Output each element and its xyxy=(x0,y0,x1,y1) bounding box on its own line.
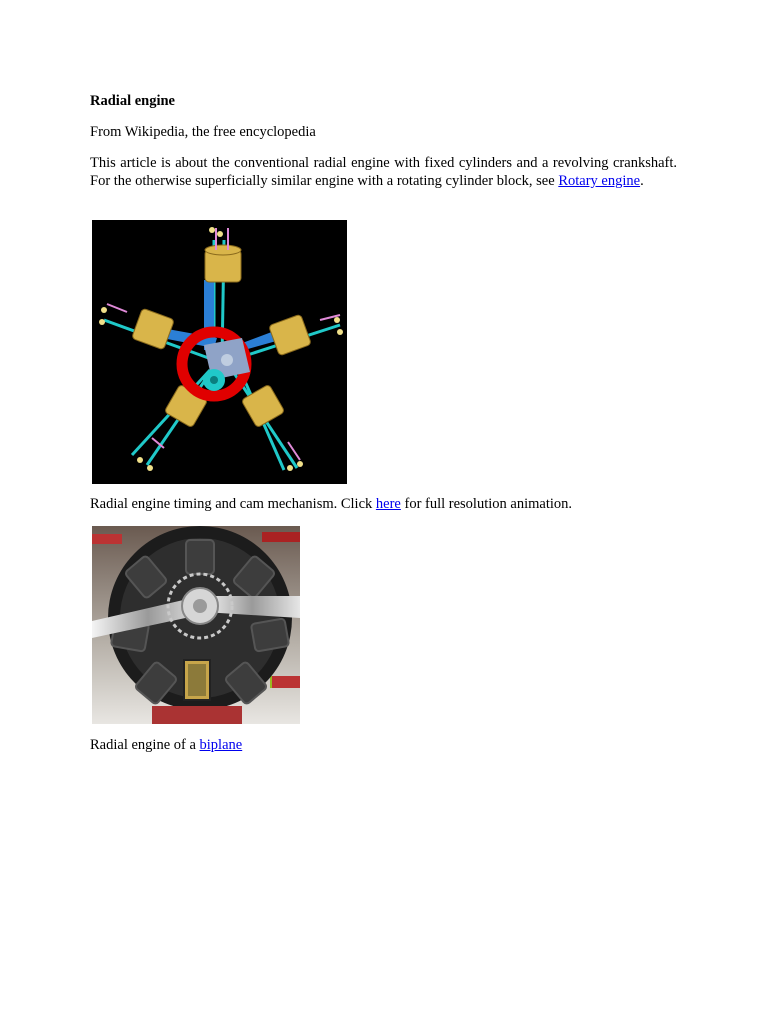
intro-end: . xyxy=(640,173,644,189)
animation-caption xyxy=(90,495,572,513)
intro-paragraph xyxy=(90,154,677,190)
article-subtitle: From Wikipedia, the free encyclopedia xyxy=(90,124,316,140)
biplane-engine-photo xyxy=(92,526,300,724)
biplane-engine-drawing xyxy=(92,526,300,724)
caption1-text-after: for full resolution animation. xyxy=(400,496,573,512)
full-resolution-link[interactable]: here xyxy=(375,496,401,512)
photo-caption xyxy=(90,736,242,754)
caption2-text-before: Radial engine of a xyxy=(90,737,200,753)
intro-text: This article is about the conventional radial engine with fixed cylinders and a revolving crankshaft. For the otherwise superficially similar engine with a rotating cylinder block, see xyxy=(90,155,677,189)
rotary-engine-link[interactable]: Rotary engine xyxy=(558,173,641,189)
radial-engine-animation-image xyxy=(92,220,347,484)
article-title: Radial engine xyxy=(90,93,175,109)
biplane-link[interactable]: biplane xyxy=(199,737,243,753)
caption1-text-before: Radial engine timing and cam mechanism. Click xyxy=(90,496,376,512)
radial-engine-diagram xyxy=(92,220,347,484)
